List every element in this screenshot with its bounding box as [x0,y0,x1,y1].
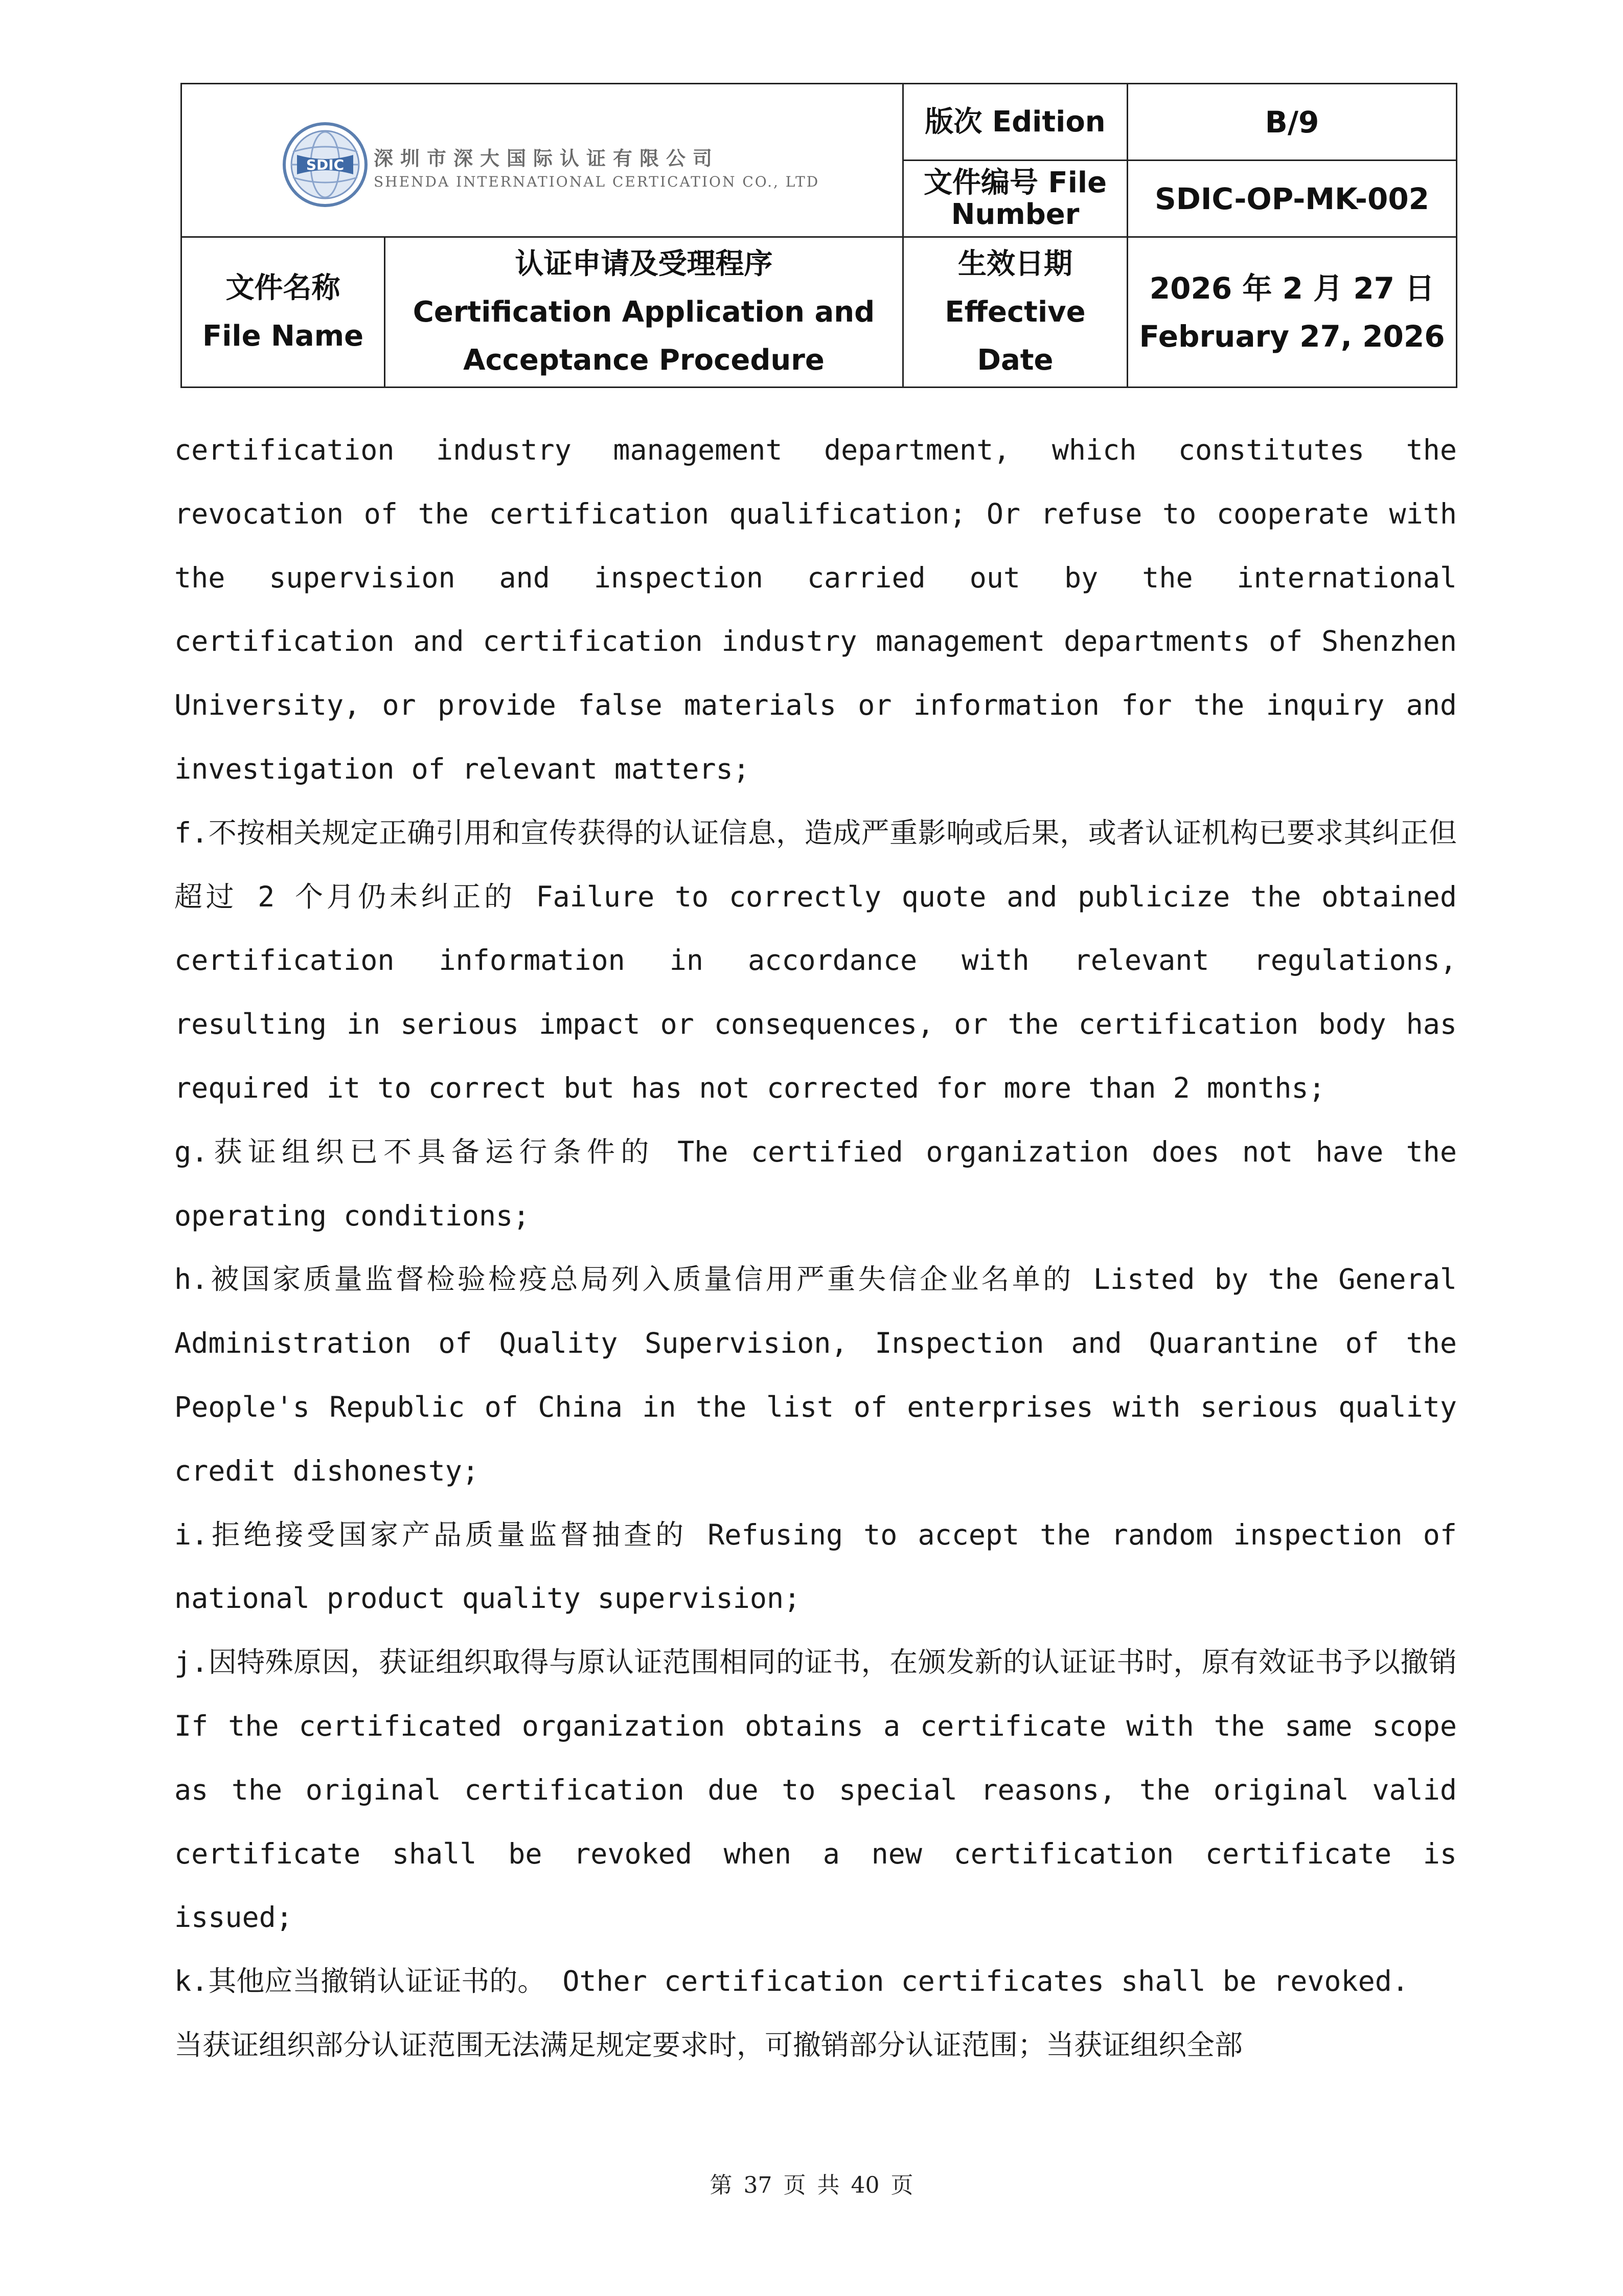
paragraph-item-g: g.获证组织已不具备运行条件的 The certified organization does not have the operating conditions; [174,1135,1457,1232]
company-name-cn: 深圳市深大国际认证有限公司 [374,147,720,170]
document-body [174,418,1457,2077]
page-number-footer: 第 37 页 共 40 页 [710,2172,913,2198]
logo-seal-text: SDIC [306,156,345,173]
effective-label-en-line-2: Date [977,343,1054,377]
file-name-label-en: File Name [202,319,364,353]
file-name-label-cn: 文件名称 [225,271,340,305]
effective-date-cn: 2026 年 2 月 27 日 [1149,270,1435,306]
company-name-en: SHENDA INTERNATIONAL CERTICATION CO., LTD [374,173,820,190]
company-logo [282,121,820,208]
file-name-en-line-1: Certification Application and [413,295,875,329]
document-header-table [180,83,1457,388]
file-number-label-cn: 文件编号 File [923,166,1107,199]
paragraph-item-i: i.拒绝接受国家产品质量监督抽查的 Refusing to accept the random inspection of national product quality supervision; [174,1518,1457,1615]
sdic-globe-logo-icon [282,121,369,208]
file-name-en-line-2: Acceptance Procedure [463,343,825,377]
company-logo-cell [181,84,903,237]
paragraph-item-j: j.因特殊原因，获证组织取得与原认证范围相同的证书，在颁发新的认证证书时，原有效证书予以撤销 If the certificated organization obtains a certificate with the same scope as the original certification due to special reasons, the original valid certificate shall be revoked when a new certification certificate is issued; [174,1646,1457,1934]
effective-label-cn: 生效日期 [958,247,1072,281]
edition-label: 版次 Edition [903,84,1128,161]
file-name-label [181,237,385,388]
paragraph-item-f: f.不按相关规定正确引用和宣传获得的认证信息，造成严重影响或后果，或者认证机构已要求其纠正但超过 2 个月仍未纠正的 Failure to correctly quote and publicize the obtained certification information in accordance with relevant regulations, resulting in serious impact or consequences, or the certification body has required it to correct but has not corrected for more than 2 months; [174,816,1457,1104]
paragraph-item-k: k.其他应当撤销认证证书的。 Other certification certificates shall be revoked. [174,1965,1409,1998]
effective-date-value [1128,237,1457,388]
paragraph-continuation: certification industry management department, which constitutes the revocation of the certification qualification; Or refuse to cooperate with the supervision and inspection carried out by the international certification and certification industry management departments of Shenzhen University, or provide false materials or information for the inquiry and investigation of relevant matters; [174,434,1457,785]
edition-value: B/9 [1128,84,1457,161]
effective-label-en-line-1: Effective [945,295,1086,329]
file-number-label-en: Number [951,197,1080,231]
file-number-value: SDIC-OP-MK-002 [1128,161,1457,237]
paragraph-partial-revocation: 当获证组织部分认证范围无法满足规定要求时，可撤销部分认证范围；当获证组织全部 [174,2028,1243,2061]
paragraph-item-h: h.被国家质量监督检验检疫总局列入质量信用严重失信企业名单的 Listed by the General Administration of Quality Supervision, Inspection and Quarantine of the People's Republic of China in the list of enterprises with serious quality credit dishonesty; [174,1263,1457,1487]
file-name-cn: 认证申请及受理程序 [515,247,773,281]
file-number-label [903,161,1128,237]
effective-date-en: February 27, 2026 [1139,319,1445,354]
file-name-value [385,237,903,388]
effective-date-label [903,237,1128,388]
